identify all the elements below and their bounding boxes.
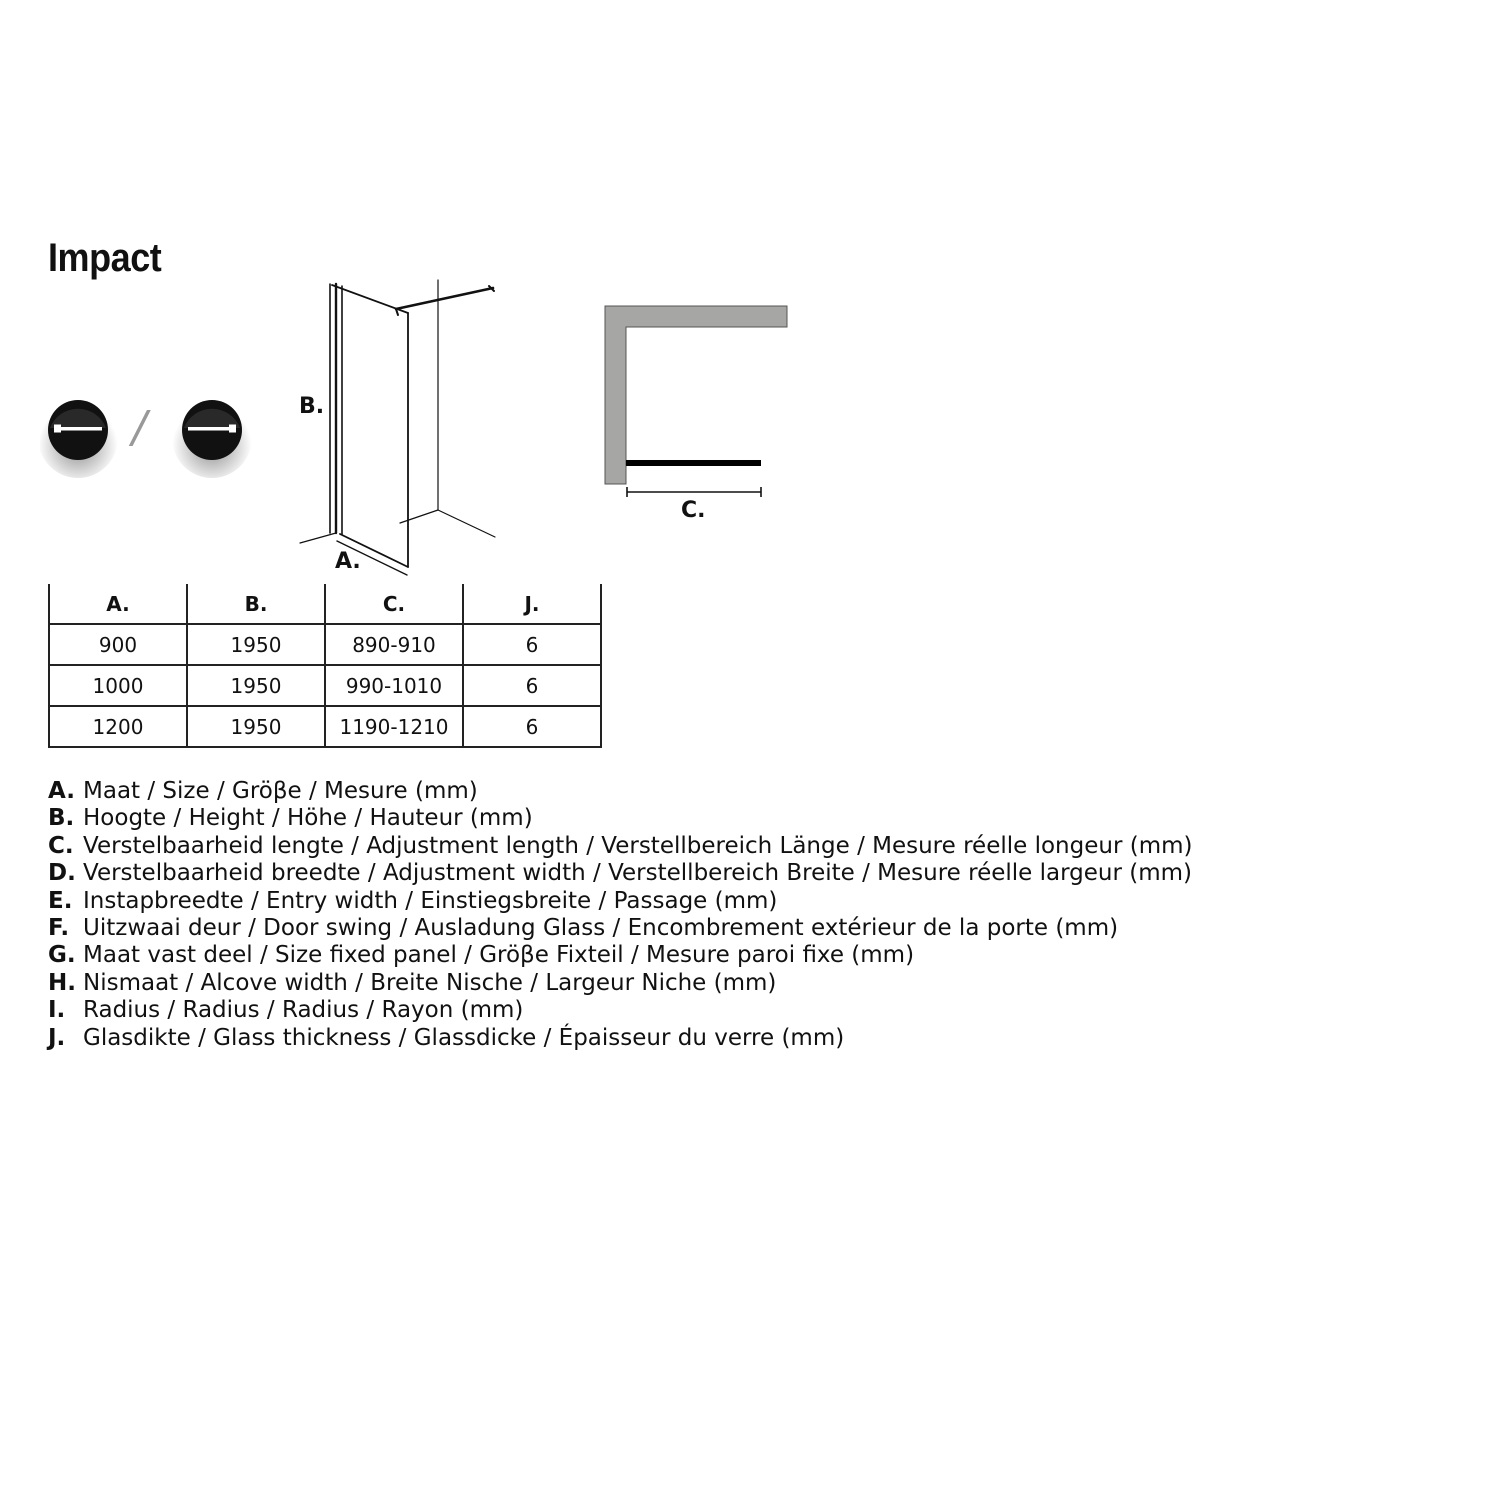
legend-text: Nismaat / Alcove width / Breite Nische / Largeur Niche (mm) <box>83 969 777 996</box>
legend-item <box>48 833 1192 860</box>
legend-text: Verstelbaarheid breedte / Adjustment width / Verstellbereich Breite / Mesure réelle largeur (mm) <box>83 860 1192 887</box>
table-row <box>49 665 601 706</box>
mounting-options <box>40 390 260 500</box>
legend-letter: D. <box>48 860 76 887</box>
legend-letter: G. <box>48 942 76 969</box>
legend-text: Glasdikte / Glass thickness / Glassdicke / Épaisseur du verre (mm) <box>83 1024 845 1051</box>
legend-letter: C. <box>48 832 74 859</box>
col-header-c: C. <box>325 584 463 624</box>
table-cell: 890-910 <box>325 624 463 665</box>
legend-text: Maat vast deel / Size fixed panel / Gröβe Fixteil / Mesure paroi fixe (mm) <box>83 942 915 969</box>
legend-letter: A. <box>48 778 75 804</box>
legend-text: Uitzwaai deur / Door swing / Ausladung Glass / Encombrement extérieur de la porte (mm) <box>83 915 1119 942</box>
legend-item <box>48 860 1192 887</box>
legend-item <box>48 778 1192 805</box>
legend-letter: F. <box>48 915 70 942</box>
product-title: Impact <box>48 236 162 280</box>
table-cell: 6 <box>463 624 601 665</box>
legend-letter: I. <box>48 997 66 1024</box>
icon-separator: / <box>132 402 147 453</box>
dimension-c-label: C. <box>681 498 706 523</box>
walkin-shower-diagram <box>290 275 810 585</box>
table-row <box>49 624 601 665</box>
legend-item <box>48 997 1192 1024</box>
legend-item <box>48 942 1192 969</box>
col-header-a: A. <box>49 584 187 624</box>
legend-item <box>48 970 1192 997</box>
table-cell: 1950 <box>187 665 325 706</box>
legend-item <box>48 915 1192 942</box>
legend-text: Radius / Radius / Radius / Rayon (mm) <box>83 997 524 1024</box>
dimension-a-label: A. <box>335 549 361 574</box>
table-cell: 1190-1210 <box>325 706 463 747</box>
legend-letter: B. <box>48 805 75 832</box>
legend-item <box>48 805 1192 832</box>
legend-text: Verstelbaarheid lengte / Adjustment length / Verstellbereich Länge / Mesure réelle longeur (mm) <box>83 832 1193 859</box>
table-cell: 1950 <box>187 706 325 747</box>
dimension-b-label: B. <box>299 394 325 419</box>
legend-item <box>48 1025 1192 1052</box>
table-cell: 1200 <box>49 706 187 747</box>
rod-left-mount-icon <box>40 398 118 478</box>
top-view-plan <box>605 306 787 497</box>
table-cell: 1000 <box>49 665 187 706</box>
table-cell: 900 <box>49 624 187 665</box>
legend-text: Hoogte / Height / Höhe / Hauteur (mm) <box>83 805 533 832</box>
legend-text: Instapbreedte / Entry width / Einstiegsbreite / Passage (mm) <box>83 887 778 914</box>
legend-text: Maat / Size / Gröβe / Mesure (mm) <box>83 778 478 804</box>
legend-letter: J. <box>48 1024 66 1051</box>
legend-letter: H. <box>48 969 76 996</box>
dimensions-table <box>48 584 602 748</box>
table-cell: 1950 <box>187 624 325 665</box>
table-cell: 6 <box>463 706 601 747</box>
table-row <box>49 706 601 747</box>
col-header-j: J. <box>463 584 601 624</box>
dimension-legend <box>48 778 1192 1052</box>
table-cell: 990-1010 <box>325 665 463 706</box>
legend-item <box>48 888 1192 915</box>
table-cell: 6 <box>463 665 601 706</box>
shower-panel-perspective <box>300 280 495 575</box>
table-header-row <box>49 584 601 624</box>
rod-right-mount-icon <box>172 398 252 478</box>
legend-letter: E. <box>48 887 73 914</box>
col-header-b: B. <box>187 584 325 624</box>
